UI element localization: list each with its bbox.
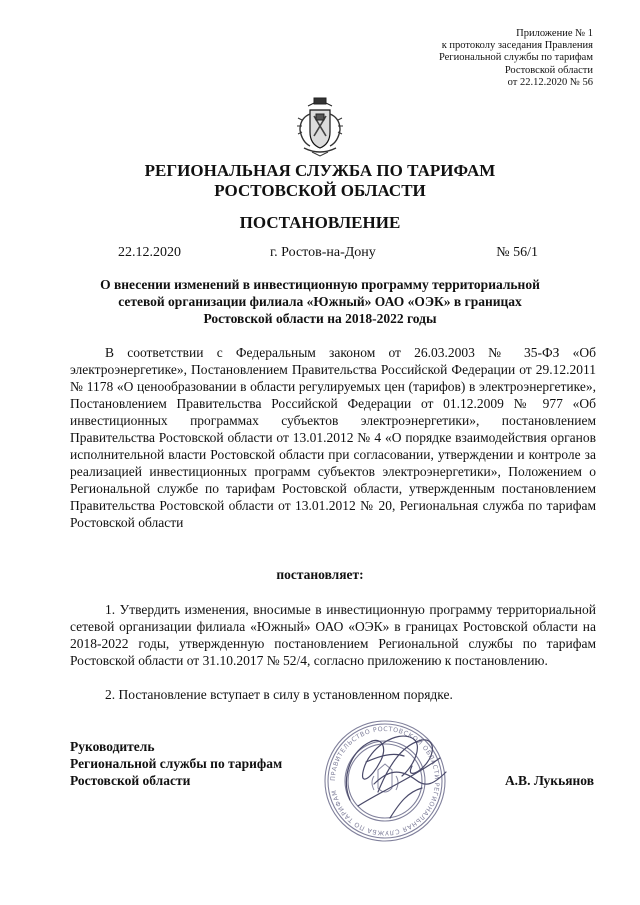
organization-title-line: РЕГИОНАЛЬНАЯ СЛУЖБА ПО ТАРИФАМ	[144, 161, 496, 180]
signatory-title-line: Региональной службы по тарифам	[70, 756, 283, 771]
subject-line: О внесении изменений в инвестиционную программу территориальной	[100, 277, 540, 292]
decree-item-2: 2. Постановление вступает в силу в установленном порядке.	[105, 687, 453, 702]
appendix-line: Приложение № 1	[516, 28, 593, 39]
appendix-line: от 22.12.2020 № 56	[507, 76, 593, 88]
signatory-title-line: Руководитель	[70, 739, 155, 754]
signatory-title	[70, 738, 330, 789]
appendix-note	[353, 28, 593, 89]
appendix-line: к протоколу заседания Правления	[441, 40, 593, 52]
stamp-text: ПРАВИТЕЛЬСТВО РОСТОВСКОЙ ОБЛАСТИ РЕГИОНАЛЬНАЯ СЛУЖБА ПО ТАРИФАМ	[329, 725, 441, 837]
organization-title	[60, 161, 580, 201]
decree-item-1: 1. Утвердить изменения, вносимые в инвестиционную программу территориальной сетевой организации филиала «Южный» ОАО «ОЭК» в границах Ростовской области на 2018-2022 годы, утвержденную постановлением Региональной службы по тарифам Ростовской области от 31.10.2017 № 52/4, согласно приложению к постановлению.	[70, 602, 596, 668]
subject-line: сетевой организации филиала «Южный» ОАО «ОЭК» в границах	[118, 294, 522, 309]
document-city: г. Ростов-на-Дону	[270, 245, 376, 260]
document-subject	[70, 276, 570, 327]
document-number: № 56/1	[496, 245, 538, 260]
preamble-paragraph: В соответствии с Федеральным законом от 26.03.2003 № 35-ФЗ «Об электроэнергетике», Постановлением Правительства Российской Федерации от 29.12.2011 № 1178 «О ценообразовании в области регулируемых цен (тарифов) в электроэнергетике», Постановлением Правительства Российской Федерации от 01.12.2009 № 977 «Об инвестиционных программах субъектов электроэнергетики», постановлением Правительства Ростовской области от 13.01.2012 № 4 «О порядке взаимодействия органов исполнительной власти Ростовской области при согласовании, утверждении и контроле за реализацией инвестиционных программ субъектов электроэнергетики», Положением о Региональной службе по тарифам Ростовской области, утвержденным постановлением Правительства Ростовской области от 13.01.2012 № 20, Региональная служба по тарифам Ростовской области	[70, 345, 596, 530]
appendix-line: Региональной службы по тарифам	[438, 52, 593, 64]
document-date: 22.12.2020	[118, 245, 181, 260]
document-meta	[118, 244, 538, 262]
decree-word: постановляет:	[276, 567, 364, 582]
signatory-name: А.В. Лукьянов	[504, 773, 594, 788]
subject-line: Ростовской области на 2018-2022 годы	[203, 311, 437, 326]
signatory-title-line: Ростовской области	[70, 773, 191, 788]
appendix-line: Ростовской области	[504, 64, 593, 76]
handwritten-signature-icon	[330, 722, 460, 832]
document-type: ПОСТАНОВЛЕНИЕ	[239, 213, 401, 232]
rostov-coat-of-arms-icon	[294, 96, 346, 158]
organization-title-line: РОСТОВСКОЙ ОБЛАСТИ	[214, 181, 426, 200]
